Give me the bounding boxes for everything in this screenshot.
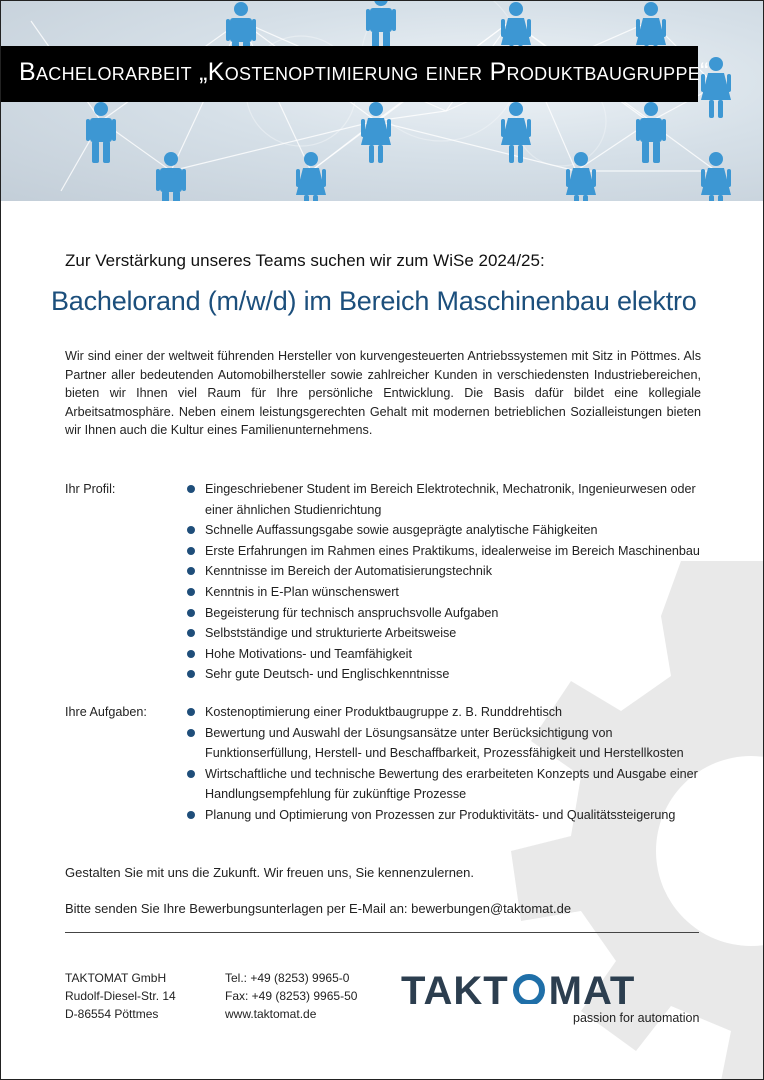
website-link[interactable]: www.taktomat.de <box>225 1007 317 1021</box>
tasks-label: Ihre Aufgaben: <box>65 705 147 719</box>
profile-label: Ihr Profil: <box>65 482 116 496</box>
logo-wordmark <box>401 969 635 1014</box>
list-item: Planung und Optimierung von Prozessen zur Produktivitäts- und Qualitätssteigerung <box>187 805 707 826</box>
logo-o-icon <box>509 969 549 999</box>
street: Rudolf-Diesel-Str. 14 <box>65 989 176 1003</box>
logo-word-left: TAKT <box>401 969 509 1013</box>
list-item: Kenntnis in E-Plan wünschenswert <box>187 582 707 603</box>
list-item: Wirtschaftliche und technische Bewertung des erarbeiteten Konzepts und Ausgabe einer Handlungsempfehlung für zukünftige Prozesse <box>187 764 707 805</box>
application-email-line: Bitte senden Sie Ihre Bewerbungsunterlagen per E-Mail an: bewerbungen@taktomat.de <box>65 901 572 916</box>
logo-tagline: passion for automation <box>573 1011 700 1025</box>
list-item: Hohe Motivations- und Teamfähigkeit <box>187 644 707 665</box>
company-description: Wir sind einer der weltweit führenden Hersteller von kurvengesteuerten Antriebssystemen mit Sitz in Pöttmes. Als Partner aller bedeutenden Automobilhersteller sowie zahlreicher Kunden in verschiedensten Industriebereichen, bieten wir Ihnen viel Raum für Ihre persönliche Entwicklung. Die Basis dafür bildet eine kollegiale Arbeitsatmosphäre. Neben einem leistungsgerechten Gehalt mit modernen betrieblichen Sozialleistungen bieten wir Ihnen auch die Kultur eines Familienunternehmens. <box>65 349 701 437</box>
contact-block <box>225 969 357 1023</box>
closing-line: Gestalten Sie mit uns die Zukunft. Wir freuen uns, Sie kennenzulernen. <box>65 865 474 880</box>
fax: Fax: +49 (8253) 9965-50 <box>225 989 358 1003</box>
address-block <box>65 969 176 1023</box>
list-item: Eingeschriebener Student im Bereich Elektrotechnik, Mechatronik, Ingenieurwesen oder einer ähnlichen Studienrichtung <box>187 479 707 520</box>
list-item: Schnelle Auffassungsgabe sowie ausgeprägte analytische Fähigkeiten <box>187 520 707 541</box>
list-item: Kenntnisse im Bereich der Automatisierungstechnik <box>187 561 707 582</box>
list-item: Kostenoptimierung einer Produktbaugruppe z. B. Runddrehtisch <box>187 702 707 723</box>
profile-list <box>187 479 707 685</box>
list-item: Begeisterung für technisch anspruchsvolle Aufgaben <box>187 603 707 624</box>
logo-word-right: MAT <box>548 969 636 1013</box>
divider <box>65 932 699 933</box>
city: D-86554 Pöttmes <box>65 1007 159 1021</box>
header-banner <box>1 1 763 201</box>
list-item: Selbstständige und strukturierte Arbeitsweise <box>187 623 707 644</box>
list-item: Erste Erfahrungen im Rahmen eines Praktikums, idealerweise im Bereich Maschinenbau <box>187 541 707 562</box>
title-bar <box>1 46 709 102</box>
posting-title: Bachelorarbeit „Kostenoptimierung einer Produktbaugruppe“ <box>19 58 709 86</box>
company-name: TAKTOMAT GmbH <box>65 971 167 985</box>
list-item: Sehr gute Deutsch- und Englischkenntnisse <box>187 664 707 685</box>
taktomat-logo <box>401 971 701 1031</box>
tasks-list <box>187 702 707 826</box>
phone: Tel.: +49 (8253) 9965-0 <box>225 971 350 985</box>
intro-line: Zur Verstärkung unseres Teams suchen wir zum WiSe 2024/25: <box>65 251 545 270</box>
job-headline: Bachelorand (m/w/d) im Bereich Maschinenbau elektro <box>51 286 697 316</box>
list-item: Bewertung und Auswahl der Lösungsansätze unter Berücksichtigung von Funktionserfüllung, Herstell- und Beschaffbarkeit, Prozessfähigkeit und Herstellkosten <box>187 723 707 764</box>
